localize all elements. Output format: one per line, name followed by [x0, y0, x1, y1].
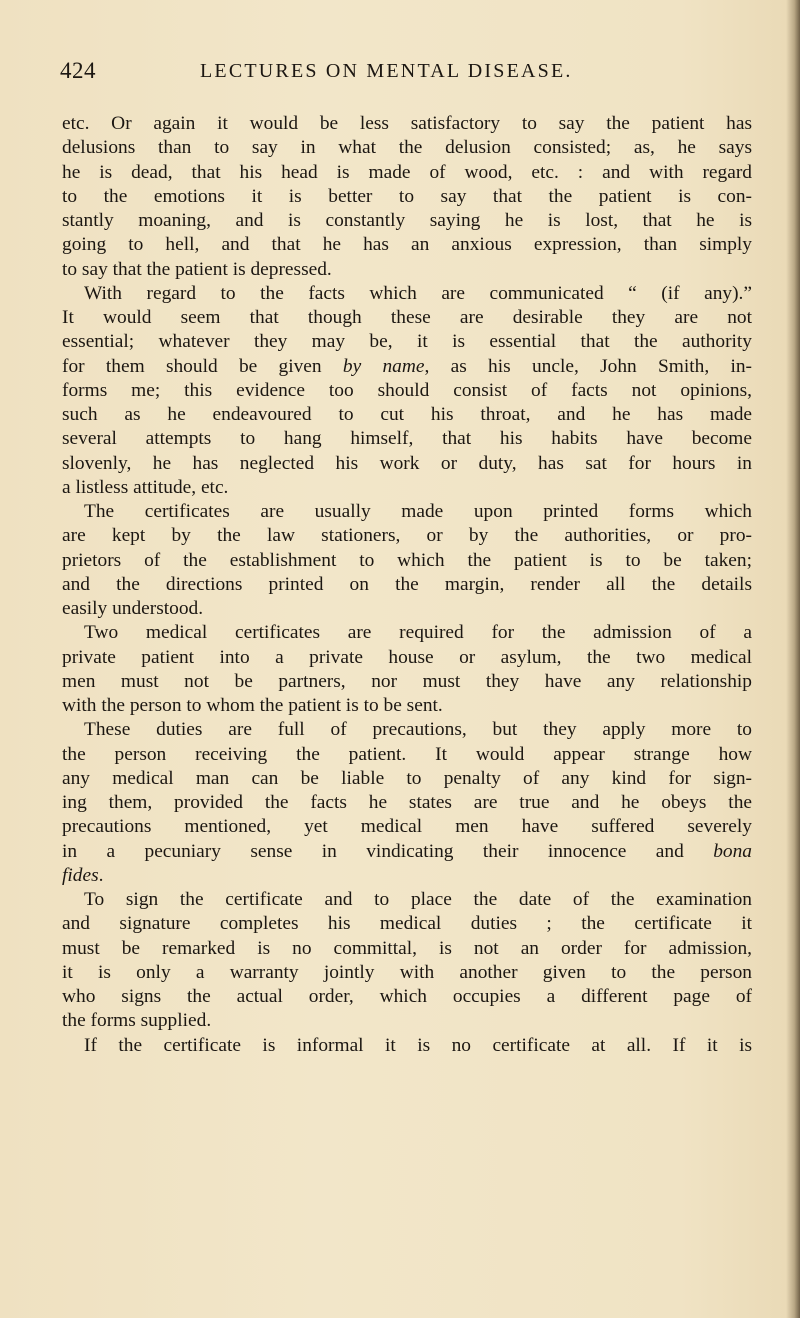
text-line: delusions than to say in what the delusion consisted; as, he says — [62, 137, 752, 159]
text-line: forms me; this evidence too should consist of facts not opinions, — [62, 379, 752, 401]
page-edge-shadow — [786, 0, 800, 1318]
text-line: etc. Or again it would be less satisfactory to say the patient has — [62, 113, 752, 134]
text-line: The certificates are usually made upon printed forms which — [84, 501, 752, 522]
text-line: any medical man can be liable to penalty of any kind for sign- — [62, 767, 752, 789]
text-line: and signature completes his medical duties ; the certificate it — [62, 913, 752, 935]
text-segment: for them should be given — [62, 355, 343, 377]
text-line: the person receiving the patient. It would appear strange how — [62, 743, 752, 765]
text-line: ing them, provided the facts he states are true and he obeys the — [62, 792, 752, 813]
text-line: with the person to whom the patient is to be sent. — [62, 695, 443, 716]
text-line: It would seem that though these are desirable they are not — [62, 307, 752, 328]
text-line: These duties are full of precautions, but they apply more to — [84, 719, 752, 741]
italic-text: by name — [342, 355, 425, 377]
text-line: to say that the patient is depressed. — [62, 258, 332, 280]
text-line: such as he endeavoured to cut his throat, and he has made — [62, 404, 752, 425]
text-line — [62, 864, 752, 888]
italic-text: fides — [62, 864, 99, 886]
text-segment: , as his uncle, John Smith, in- — [424, 355, 752, 377]
text-line: the forms supplied. — [62, 1010, 212, 1032]
text-line: going to hell, and that he has an anxious expression, than simply — [62, 234, 752, 256]
text-line: With regard to the facts which are communicated “ (if any).” — [84, 282, 752, 304]
italic-text: bona — [713, 840, 752, 862]
text-segment: . — [98, 864, 104, 886]
text-line: to the emotions it is better to say that the patient is con- — [62, 185, 752, 207]
text-line: If the certificate is informal it is no certificate at all. If it is — [84, 1034, 752, 1056]
page-header — [60, 58, 750, 90]
text-line: essential; whatever they may be, it is essential that the authority — [62, 331, 752, 353]
text-line: must be remarked is no committal, is not an order for admission, — [62, 937, 752, 959]
text-line: precautions mentioned, yet medical men have suffered severely — [62, 816, 752, 838]
text-line: Two medical certificates are required for the admission of a — [84, 622, 752, 644]
text-line: men must not be partners, nor must they have any relationship — [62, 670, 752, 692]
text-line — [62, 355, 752, 379]
page-number: 424 — [60, 58, 96, 83]
text-line — [62, 840, 752, 864]
text-line: several attempts to hang himself, that his habits have become — [62, 428, 752, 450]
text-line: private patient into a private house or asylum, the two medical — [62, 646, 752, 668]
text-line: and the directions printed on the margin, render all the details — [62, 573, 752, 595]
text-line: a listless attitude, etc. — [62, 476, 229, 498]
text-segment: in a pecuniary sense in vindicating their innocence and — [62, 840, 714, 862]
text-line: who signs the actual order, which occupies a different page of — [62, 986, 752, 1007]
text-line: easily understood. — [62, 598, 204, 619]
text-line: he is dead, that his head is made of wood, etc. : and with regard — [62, 161, 752, 183]
running-head: LECTURES ON MENTAL DISEASE. — [200, 60, 573, 82]
text-line: To sign the certificate and to place the date of the examination — [84, 889, 752, 910]
text-line: slovenly, he has neglected his work or duty, has sat for hours in — [62, 452, 752, 474]
text-line: are kept by the law stationers, or by the authorities, or pro- — [62, 525, 752, 547]
text-line: it is only a warranty jointly with another given to the person — [62, 961, 752, 983]
body-text — [62, 112, 752, 1058]
text-line: prietors of the establishment to which the patient is to be taken; — [62, 549, 752, 571]
text-line: stantly moaning, and is constantly saying he is lost, that he is — [62, 210, 752, 231]
